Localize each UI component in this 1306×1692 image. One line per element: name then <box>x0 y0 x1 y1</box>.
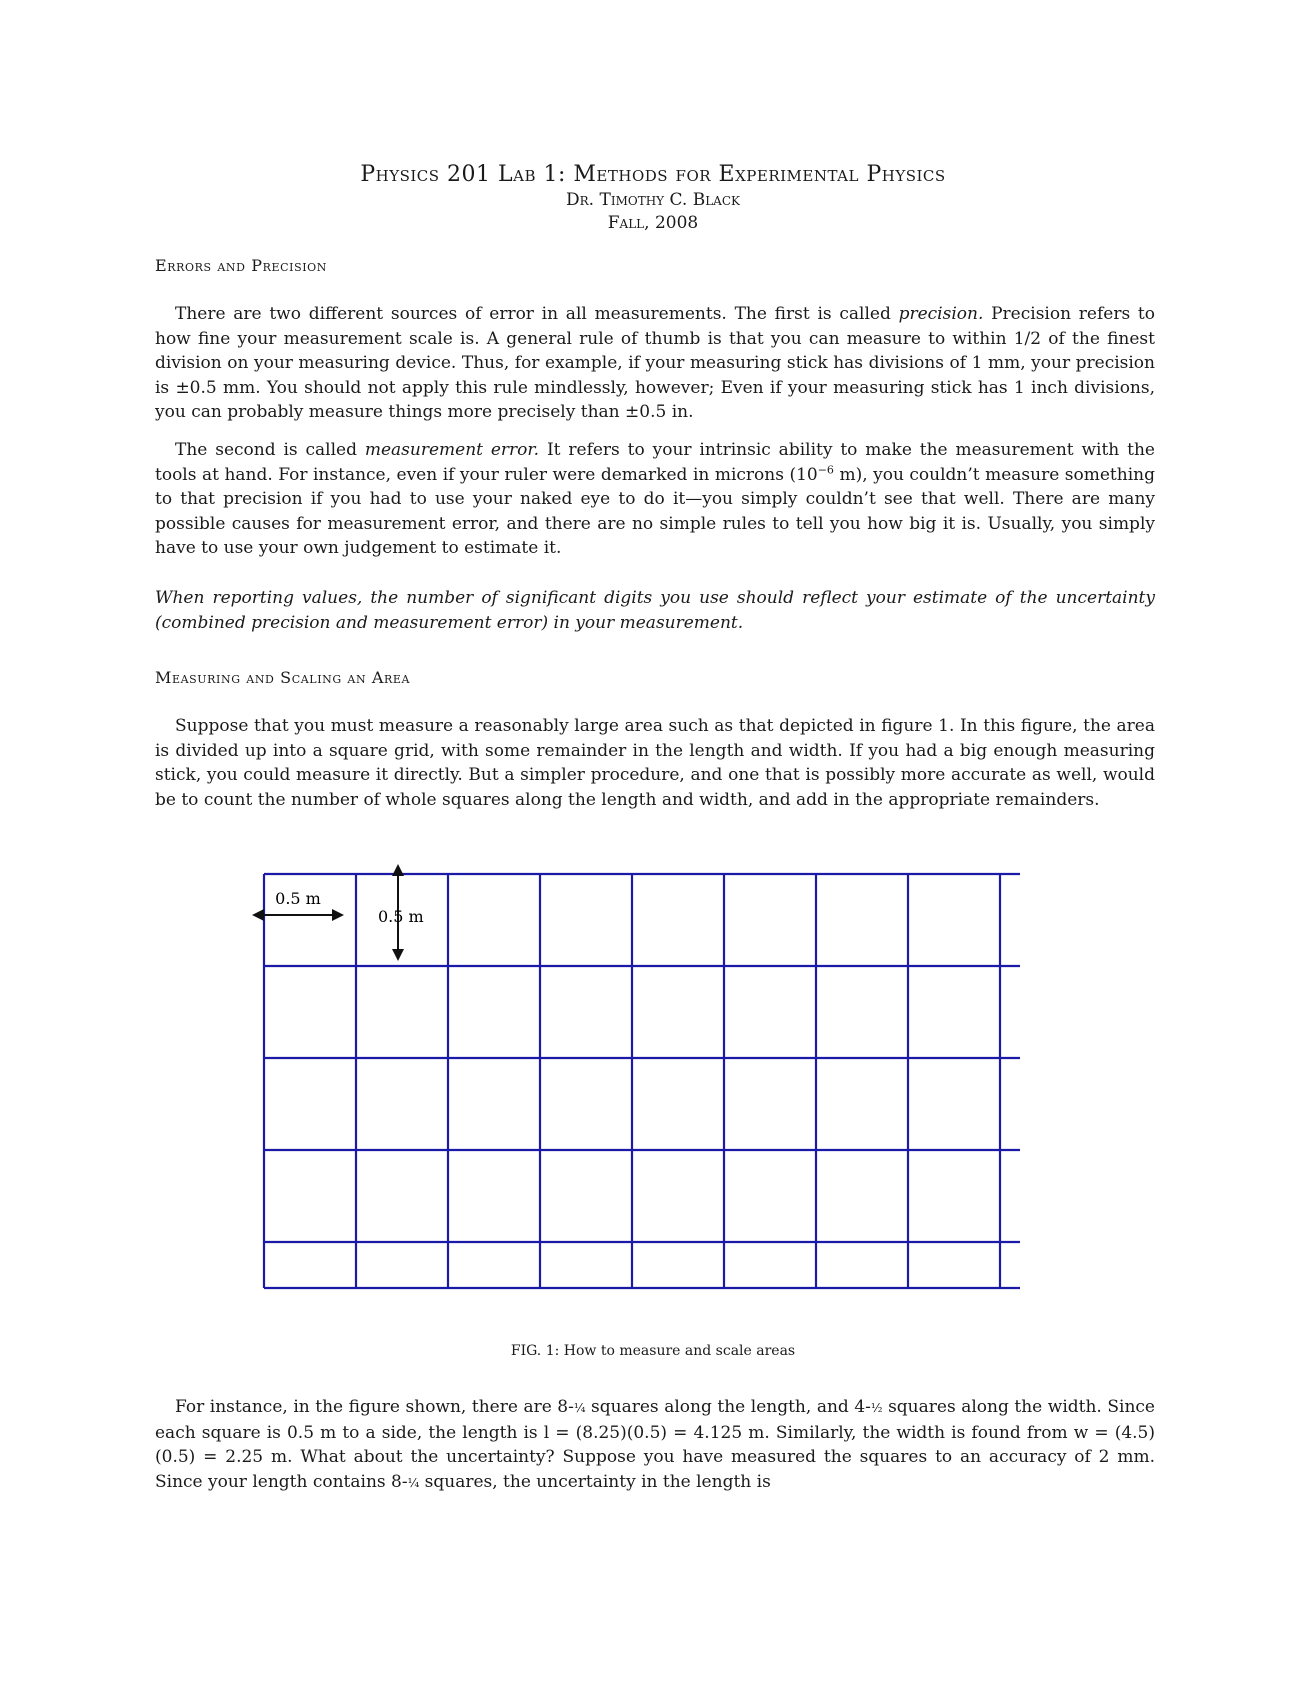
grid-lines <box>264 874 1020 1288</box>
paragraph-precision: There are two different sources of error in all measurements. The first is called precision. Precision refers to how fine your measurement scale is. A general rule of thumb is that you can measure to within 1/2 of the finest division on your measuring device. Thus, for example, if your measuring stick has divisions of 1 mm, your precision is ±0.5 mm. You should not apply this rule mindlessly, however; Even if your measuring stick has 1 inch divisions, you can probably measure things more precisely than ±0.5 in. <box>155 304 1155 422</box>
horizontal-dimension-label: 0.5 m <box>275 889 321 908</box>
horizontal-dimension-arrow <box>252 909 344 921</box>
document-author: Dr. Timothy C. Black <box>566 190 740 210</box>
document-term: Fall, 2008 <box>607 213 699 233</box>
paragraph-measurement-error: The second is called measurement error. It refers to your intrinsic ability to make the measurement with the tools at hand. For instance, even if your ruler were demarked in microns ($10^{-6}$ m), you couldn’t measure something to that precision if you had to use your naked eye to do it—you simply couldn’t see that well. There are many possible causes for measurement error, and there are no simple rules to tell you how big it is. Usually, you simply have to use your own judgement to estimate it. <box>155 440 1155 558</box>
section-heading-errors: Errors and Precision <box>155 256 328 275</box>
paragraph-example: For instance, in the figure shown, there are 8-¼ squares along the length, and 4-½ squares along the width. Since each square is 0.5 m to a side, the length is l = (8.25)(0.5) = 4.125 m. Similarly, the width is found from w = (4.5)(0.5) = 2.25 m. What about the uncertainty? Suppose you have measured the squares to an accuracy of 2 mm. Since your length contains 8-¼ squares, the uncertainty in the length is <box>155 1397 1155 1492</box>
paragraph-area-intro: Suppose that you must measure a reasonably large area such as that depicted in figure 1. In this figure, the area is divided up into a square grid, with some remainder in the length and width. If you had a big enough measuring stick, you could measure it directly. But a simpler procedure, and one that is possibly more accurate as well, would be to count the number of whole squares along the length and width, and add in the appropriate remainders. <box>155 716 1155 810</box>
vertical-dimension-label: 0.5 m <box>378 907 424 926</box>
figure-caption: FIG. 1: How to measure and scale areas <box>510 1343 796 1359</box>
paragraph-significant-digits: When reporting values, the number of significant digits you use should reflect your estimate of the uncertainty (combined precision and measurement error) in your measurement. <box>155 588 1155 633</box>
document-title: Physics 201 Lab 1: Methods for Experimental Physics <box>360 162 946 187</box>
area-grid-figure <box>250 860 1020 1290</box>
section-heading-measuring: Measuring and Scaling an Area <box>155 668 411 687</box>
